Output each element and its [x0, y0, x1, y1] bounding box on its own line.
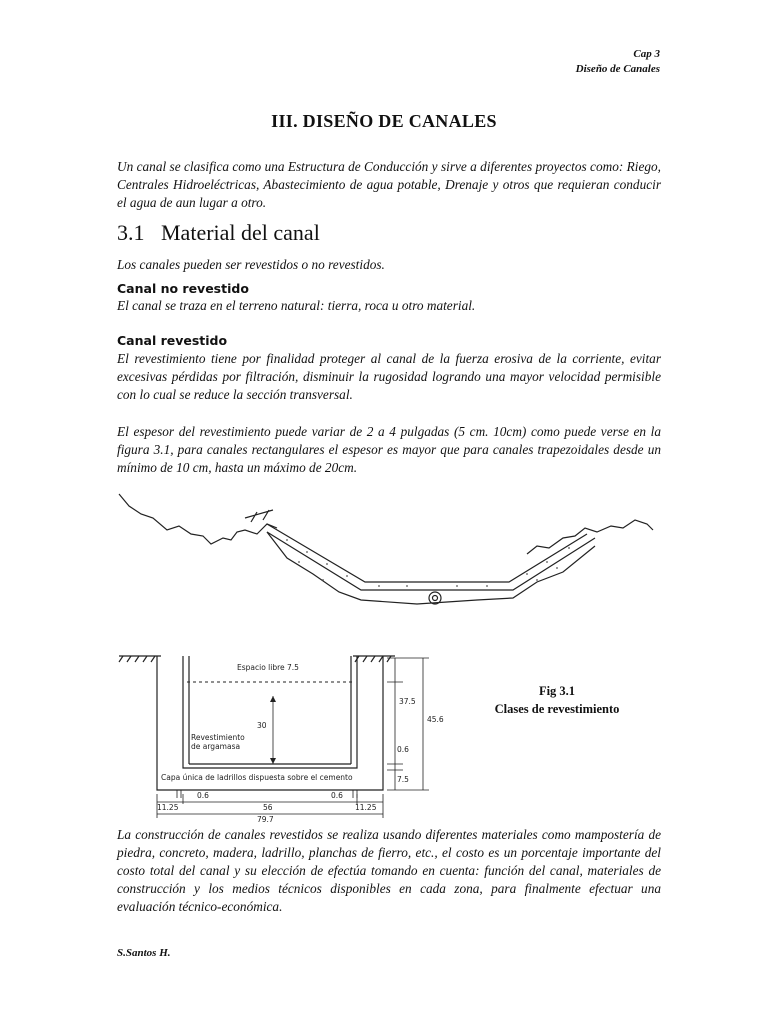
- figure-caption: [484, 682, 630, 718]
- heading-revestido: Canal revestido: [117, 333, 228, 348]
- label-dim-30: 30: [257, 721, 267, 730]
- label-dim-0-6-right: 0.6: [397, 745, 409, 754]
- label-dim-7-5: 7.5: [397, 775, 409, 784]
- label-dim-45-6: 45.6: [427, 715, 444, 724]
- text-revestido: El revestimiento tiene por finalidad proteger al canal de la fuerza erosiva de la corriente, evitar excesivas pérdidas por filtración, disminuir la rugosidad logrando una mayor velocidad permisible con lo cual se reduce la sección transversal.: [117, 351, 661, 402]
- trapezoidal-canal-figure: [117, 488, 657, 620]
- label-dim-11-25-left: 11.25: [157, 803, 179, 812]
- label-dim-79-7: 79.7: [257, 815, 274, 824]
- footer-author: S.Santos H.: [117, 947, 171, 959]
- rectangular-canal-figure: [117, 652, 447, 824]
- types-intro: Los canales pueden ser revestidos o no revestidos.: [117, 257, 385, 272]
- label-dim-0-6-bottom-right: 0.6: [331, 791, 343, 800]
- header-subject: Diseño de Canales: [575, 63, 660, 75]
- label-dim-11-25-right: 11.25: [355, 803, 377, 812]
- header-chapter: Cap 3: [633, 48, 660, 60]
- figure-caption-text: Clases de revestimiento: [494, 702, 620, 716]
- label-dim-37-5: 37.5: [399, 697, 416, 706]
- section-heading: [117, 220, 320, 246]
- text-no-revestido: El canal se traza en el terreno natural: tierra, roca u otro material.: [117, 298, 476, 313]
- label-dim-56: 56: [263, 803, 273, 812]
- espesor-paragraph: El espesor del revestimiento puede variar de 2 a 4 pulgadas (5 cm. 10cm) como puede verse en la figura 3.1, para canales rectangulares el espesor es mayor que para canales trapezoidales desde un mínimo de 10 cm, hasta un máximo de 20cm.: [117, 424, 661, 475]
- label-revestimiento: Revestimiento: [191, 733, 245, 742]
- label-espacio-libre: Espacio libre 7.5: [237, 663, 299, 672]
- heading-no-revestido: Canal no revestido: [117, 281, 249, 296]
- construction-paragraph: La construcción de canales revestidos se realiza usando diferentes materiales como mampostería de piedra, concreto, madera, ladrillo, planchas de fierro, etc., el costo es un porcentaje importante del costo total del canal y su elección de efectúa tomando en cuenta: función del canal, materiales de construcción y los medios técnicos disponibles en cada zona, para finalmente efectuar una evaluación técnico-económica.: [117, 827, 661, 914]
- figure-number: Fig 3.1: [538, 684, 576, 698]
- label-capa-ladrillos: Capa única de ladrillos dispuesta sobre el cemento: [161, 773, 353, 782]
- label-argamasa: de argamasa: [191, 742, 241, 751]
- intro-paragraph: Un canal se clasifica como una Estructura de Conducción y sirve a diferentes proyectos como: Riego, Centrales Hidroeléctricas, Abastecimiento de agua potable, Drenaje y otros que requieran conducir el agua de aun lugar a otro.: [117, 159, 661, 210]
- label-dim-0-6-left: 0.6: [197, 791, 209, 800]
- section-title: Material del canal: [161, 220, 320, 245]
- section-number: 3.1: [117, 220, 145, 245]
- page-title: III. DISEÑO DE CANALES: [271, 111, 497, 131]
